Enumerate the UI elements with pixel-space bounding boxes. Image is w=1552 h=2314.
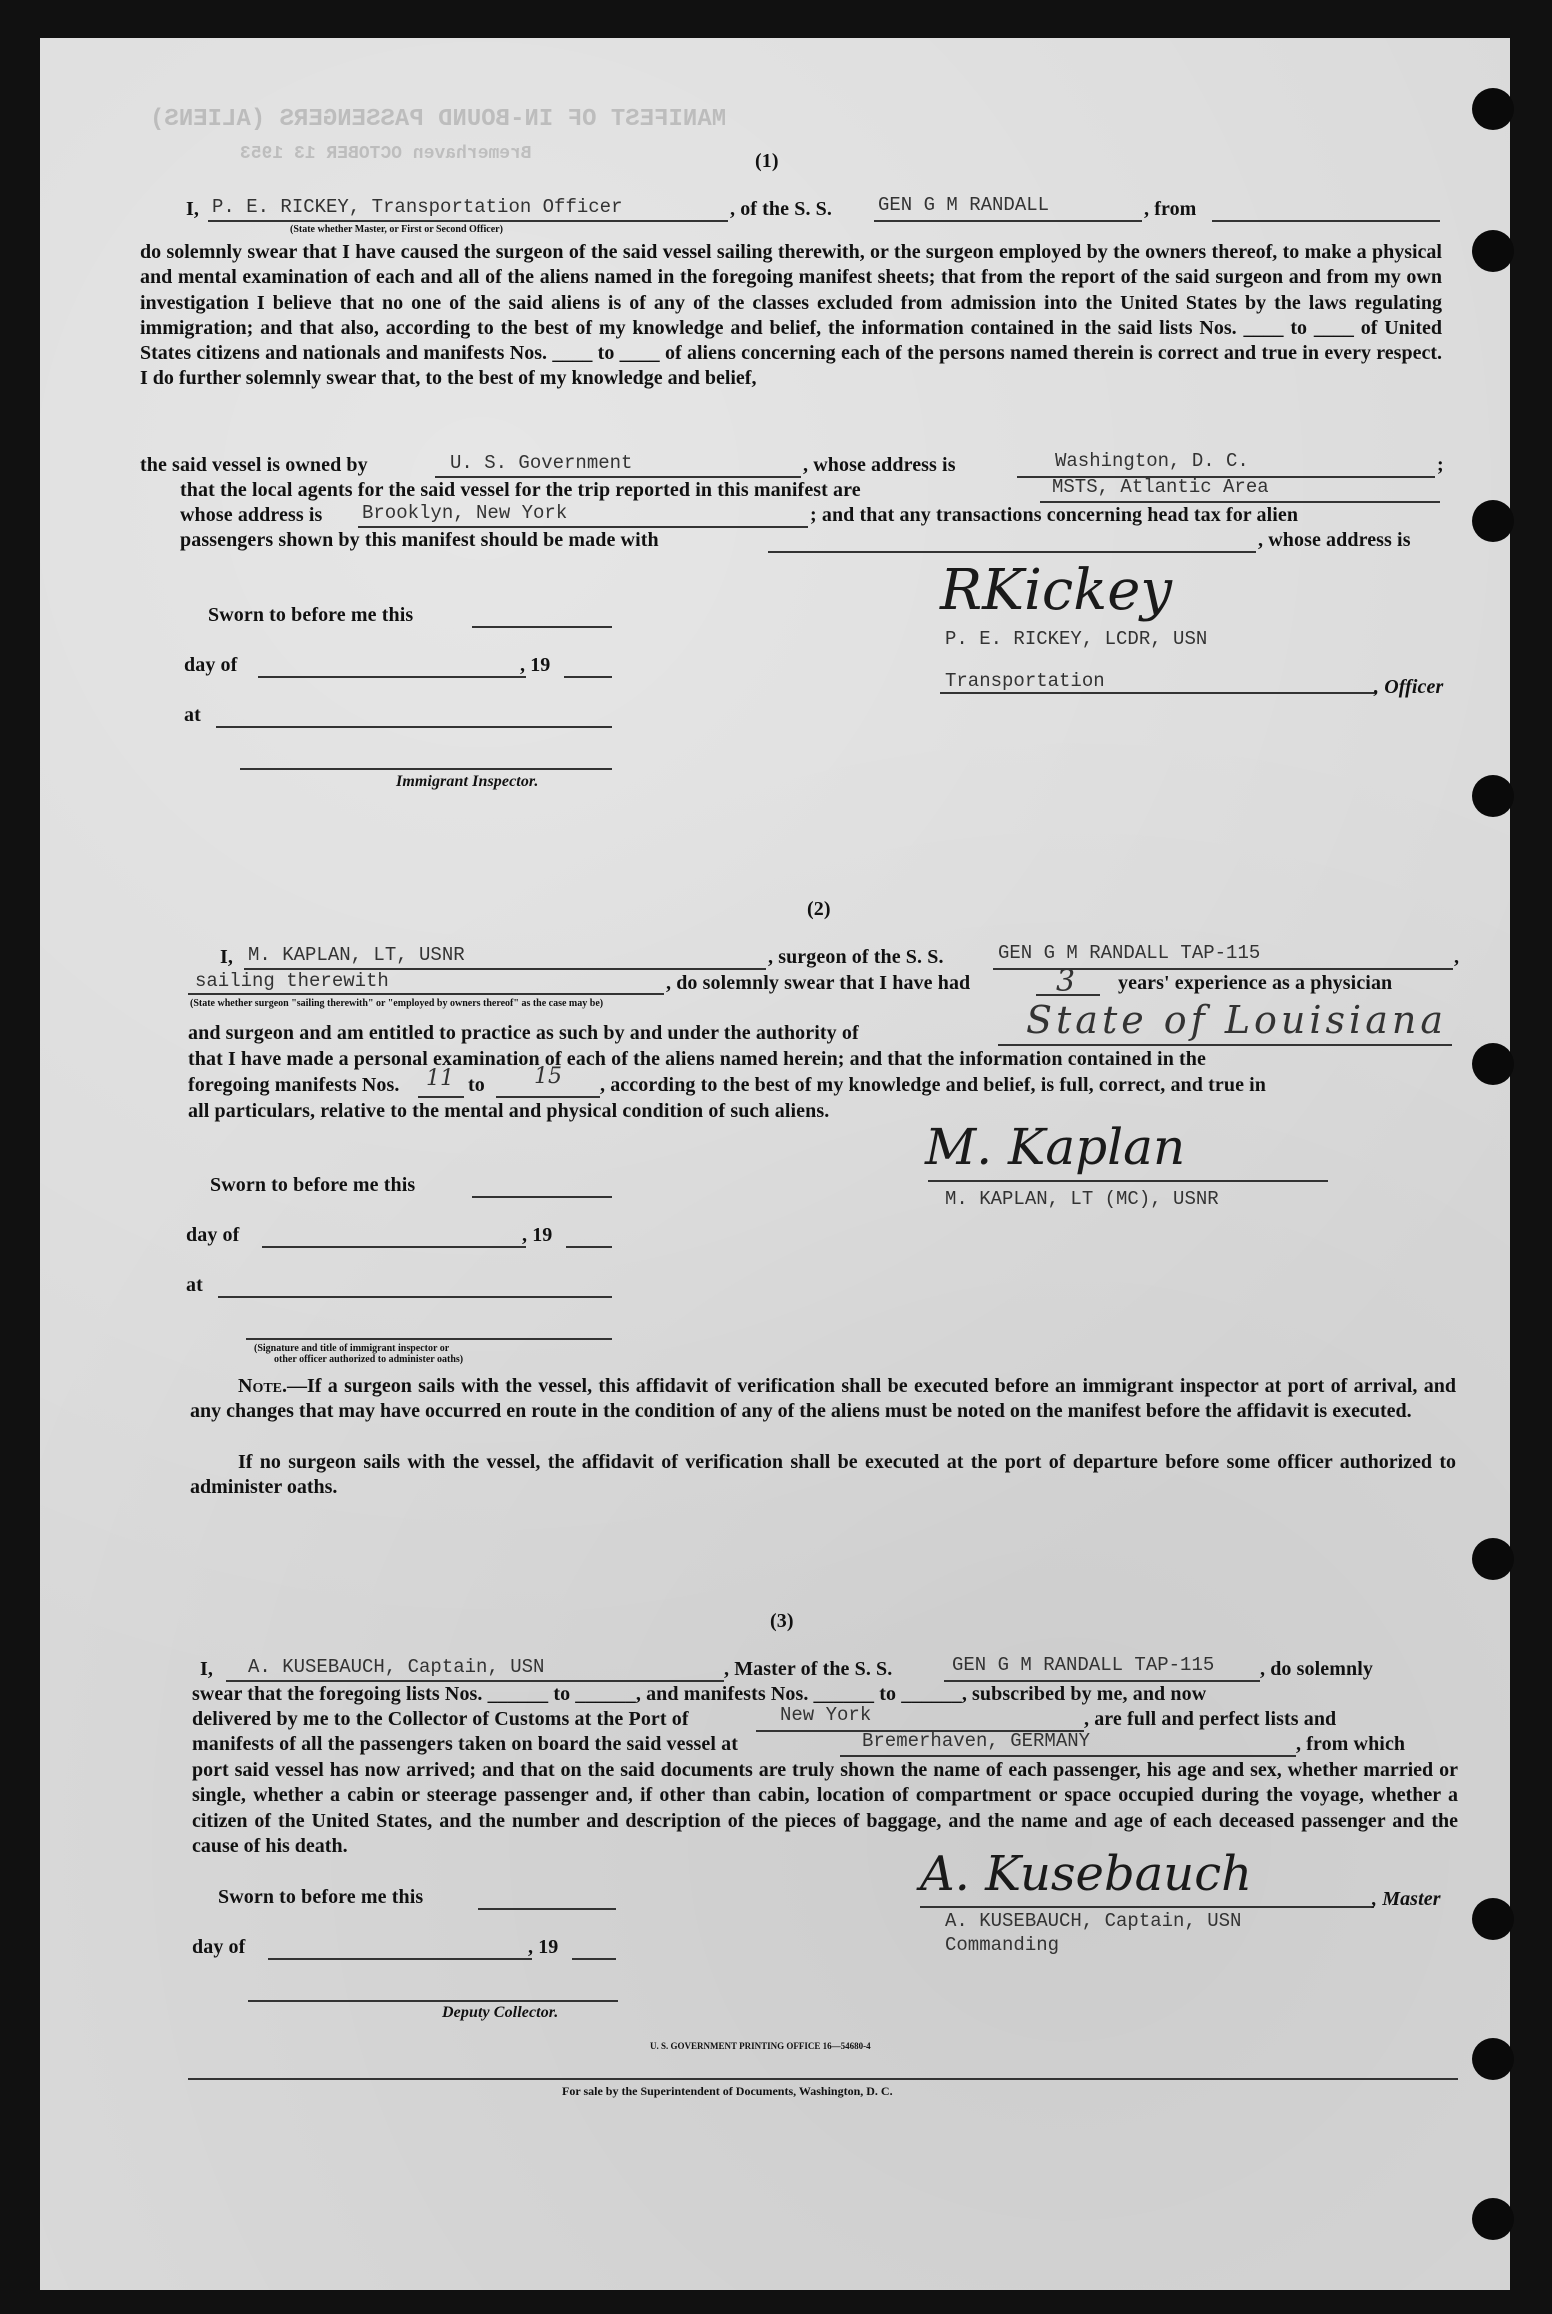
sailing-line: [188, 993, 664, 995]
agents-line: [1040, 501, 1440, 503]
section-2-i: I,: [220, 946, 233, 968]
surgeon-state-note: (State whether surgeon "sailing therewith" or "employed by owners thereof" as the case may be): [190, 998, 604, 1009]
kaplan-typed-name: M. KAPLAN, LT (MC), USNR: [945, 1188, 1219, 1210]
section-1-i: I,: [186, 198, 199, 220]
manifest-page: [40, 38, 1510, 2290]
agents: MSTS, Atlantic Area: [1052, 476, 1269, 498]
owner: U. S. Government: [450, 452, 633, 474]
owner-address: Washington, D. C.: [1055, 450, 1249, 472]
typed-name: P. E. RICKEY, LCDR, USN: [945, 628, 1208, 650]
year-line: [564, 676, 612, 678]
section-1-heading: (1): [755, 150, 779, 172]
punch-hole: [1472, 2198, 1514, 2240]
day-line: [258, 676, 526, 678]
gpo-imprint: U. S. GOVERNMENT PRINTING OFFICE 16—54680-4: [650, 2041, 871, 2051]
comma: ,: [1454, 946, 1460, 968]
day-line-3: [268, 1958, 532, 1960]
master-of-label: , Master of the S. S.: [724, 1658, 893, 1680]
day-of-label-2: day of: [186, 1224, 240, 1246]
year-line-2: [566, 1246, 612, 1248]
note-text: —If a surgeon sails with the vessel, this affidavit of verification shall be executed before an immigrant inspector at port of arrival, and any changes that may have occurred en route in the condition of any of the aliens must be noted on the manifest before the affidavit is executed.: [190, 1375, 1456, 1423]
manifests-of-label: manifests of all the passengers taken on board the said vessel at: [192, 1733, 738, 1755]
punch-hole: [1472, 1538, 1514, 1580]
according-text: , according to the best of my knowledge and belief, is full, correct, and true in: [600, 1074, 1267, 1096]
agents-address: Brooklyn, New York: [362, 502, 568, 524]
section-3-heading: (3): [770, 1610, 794, 1632]
whose-address-label: , whose address is: [803, 454, 956, 476]
officer-label: , Officer: [1374, 676, 1444, 698]
kaplan-signature: M. Kaplan: [925, 1118, 1186, 1176]
at-label-2: at: [186, 1274, 203, 1296]
bleed-through-text: MANIFEST OF IN-BOUND PASSENGERS (ALIENS): [150, 106, 727, 133]
owned-by-label: the said vessel is owned by: [140, 454, 368, 476]
sworn-line-2: [472, 1196, 612, 1198]
port: New York: [780, 1704, 872, 1726]
to-label: to: [468, 1074, 485, 1096]
day-of-label: day of: [184, 654, 238, 676]
master-vessel: GEN G M RANDALL TAP-115: [952, 1654, 1215, 1676]
section-1-oath-text: do solemnly swear that I have caused the surgeon of the said vessel sailing therewith, or the surgeon employed by the owners thereof, to make a physical and mental examination of each and all of the aliens named in the foregoing manifest sheets; that from the report of the said surgeon and from my own investigation I believe that no one of the said aliens is of any of the classes excluded from admission into the United States by the laws regulating immigration; and that also, according to the best of my knowledge and belief, the information contained in the said lists Nos. ____ to ____ of United States citizens and nationals and manifests Nos. ____ to ____ of aliens concerning each of the persons named therein is correct and true in every respect. I do further solemnly swear that, to the best of my knowledge and belief,: [140, 241, 1442, 390]
note-label: Note.: [238, 1375, 288, 1397]
sworn-line: [472, 626, 612, 628]
signature-line-2: [246, 1338, 612, 1340]
kusebauch-signature: A. Kusebauch: [920, 1846, 1252, 1902]
sale-notice: For sale by the Superintendent of Documents, Washington, D. C.: [562, 2084, 893, 2098]
kaplan-signature-line: [928, 1180, 1328, 1182]
inspector-line: [240, 768, 612, 770]
from-label: , from: [1144, 198, 1197, 220]
head-tax-text: ; and that any transactions concerning head tax for alien: [810, 504, 1299, 526]
to-no: 15: [534, 1064, 562, 1089]
sworn-line-3: [478, 1908, 616, 1910]
bleed-through-text: Bremerhaven OCTOBER 13 1953: [240, 144, 532, 164]
officer-title-line: [940, 692, 1376, 694]
authority-line: [998, 1044, 1452, 1046]
delivered-label: delivered by me to the Collector of Customs at the Port of: [192, 1708, 689, 1730]
from-no: 11: [426, 1066, 454, 1091]
at-line-2: [218, 1296, 612, 1298]
at-label: at: [184, 704, 201, 726]
punch-hole: [1472, 775, 1514, 817]
sworn-label-2: Sworn to before me this: [210, 1174, 416, 1196]
master-vessel-line: [944, 1680, 1260, 1682]
at-line: [216, 726, 612, 728]
section-2-heading: (2): [807, 898, 831, 920]
signature-note-1: (Signature and title of immigrant inspector or: [254, 1343, 450, 1354]
do-solemnly: , do solemnly: [1260, 1658, 1373, 1680]
year-line-3: [572, 1958, 616, 1960]
sailing-therewith: sailing therewith: [195, 970, 389, 992]
agents-address-line: [358, 526, 808, 528]
rickey-signature: RKickey: [940, 558, 1172, 623]
passengers-label: passengers shown by this manifest should be made with: [180, 529, 659, 551]
vessel-name: GEN G M RANDALL: [878, 194, 1050, 216]
year-label: , 19: [520, 654, 551, 676]
section-3-body: port said vessel has now arrived; and that on the said documents are truly shown the name of each passenger, his age and sex, whether married or single, whether a cabin or steerage passenger and, if other than cabin, location of compartment or space occupied during the voyage, whether a citizen of the United States, and the number and description of the pieces of baggage, and the name and age of each deceased passenger and the cause of his death.: [192, 1759, 1458, 1857]
deputy-line: [248, 2000, 618, 2002]
authority-handwritten: State of Louisiana: [1026, 998, 1447, 1042]
punch-hole: [1472, 230, 1514, 272]
authority-label: and surgeon and am entitled to practice as such by and under the authority of: [188, 1022, 859, 1044]
day-line-2: [262, 1246, 526, 1248]
passengers-line: [768, 551, 1256, 553]
punch-hole: [1472, 1043, 1514, 1085]
deputy-label: Deputy Collector.: [442, 2004, 559, 2021]
footer-rule: [188, 2078, 1458, 2080]
agents-address-label: whose address is: [180, 504, 323, 526]
years-value: 3: [1056, 964, 1076, 999]
surgeon-vessel: GEN G M RANDALL TAP-115: [998, 942, 1261, 964]
owner-line: [435, 476, 801, 478]
day-of-label-3: day of: [192, 1936, 246, 1958]
vessel-line: [874, 220, 1142, 222]
section-3-line-1: swear that the foregoing lists Nos. ______ to ______, and manifests Nos. ______ to ______, subscribed by me, and now: [192, 1683, 1207, 1705]
semicolon: ;: [1437, 454, 1444, 476]
embark-line: [840, 1755, 1296, 1757]
note-paragraph-2: If no surgeon sails with the vessel, the affidavit of verification shall be executed at the port of departure before some officer authorized to administer oaths.: [190, 1451, 1456, 1499]
agents-label: that the local agents for the said vessel for the trip reported in this manifest are: [180, 479, 861, 501]
sworn-label: Sworn to before me this: [208, 604, 414, 626]
from-line: [1212, 220, 1440, 222]
typed-title: Transportation: [945, 670, 1105, 692]
section-3-i: I,: [200, 1658, 213, 1680]
whose-address-end: , whose address is: [1258, 529, 1411, 551]
foregoing-label: foregoing manifests Nos.: [188, 1074, 400, 1096]
punch-hole: [1472, 88, 1514, 130]
inspector-label: Immigrant Inspector.: [396, 773, 539, 790]
surgeon-name: M. KAPLAN, LT, USNR: [248, 944, 465, 966]
personal-exam-text: that I have made a personal examination of each of the aliens named herein; and that the information contained in the: [188, 1048, 1206, 1070]
master-typed-title: Commanding: [945, 1934, 1060, 1956]
note-paragraph: [190, 1374, 1456, 1425]
officer-name-line: [208, 220, 728, 222]
experience-label: years' experience as a physician: [1118, 972, 1393, 994]
punch-hole: [1472, 2038, 1514, 2080]
of-ss-label: , of the S. S.: [730, 198, 832, 220]
punch-hole: [1472, 1898, 1514, 1940]
master-name-line: [226, 1680, 724, 1682]
punch-hole: [1472, 500, 1514, 542]
master-typed-name: A. KUSEBAUCH, Captain, USN: [945, 1910, 1242, 1932]
all-particulars-text: all particulars, relative to the mental and physical condition of such aliens.: [188, 1100, 830, 1122]
master-name: A. KUSEBAUCH, Captain, USN: [248, 1656, 545, 1678]
master-label: , Master: [1372, 1888, 1441, 1910]
sworn-label-3: Sworn to before me this: [218, 1886, 424, 1908]
officer-name: P. E. RICKEY, Transportation Officer: [212, 196, 623, 218]
from-which-label: , from which: [1296, 1733, 1406, 1755]
from-no-line: [418, 1096, 464, 1098]
to-no-line: [496, 1096, 600, 1098]
year-label-3: , 19: [528, 1936, 559, 1958]
year-label-2: , 19: [522, 1224, 553, 1246]
state-note: (State whether Master, or First or Second Officer): [290, 224, 503, 235]
surgeon-of-label: , surgeon of the S. S.: [768, 946, 944, 968]
full-label: , are full and perfect lists and: [1084, 1708, 1337, 1730]
embark-port: Bremerhaven, GERMANY: [862, 1730, 1091, 1752]
signature-note-2: other officer authorized to administer oaths): [274, 1354, 464, 1365]
swear-label: , do solemnly swear that I have had: [666, 972, 971, 994]
master-signature-line: [920, 1906, 1374, 1908]
